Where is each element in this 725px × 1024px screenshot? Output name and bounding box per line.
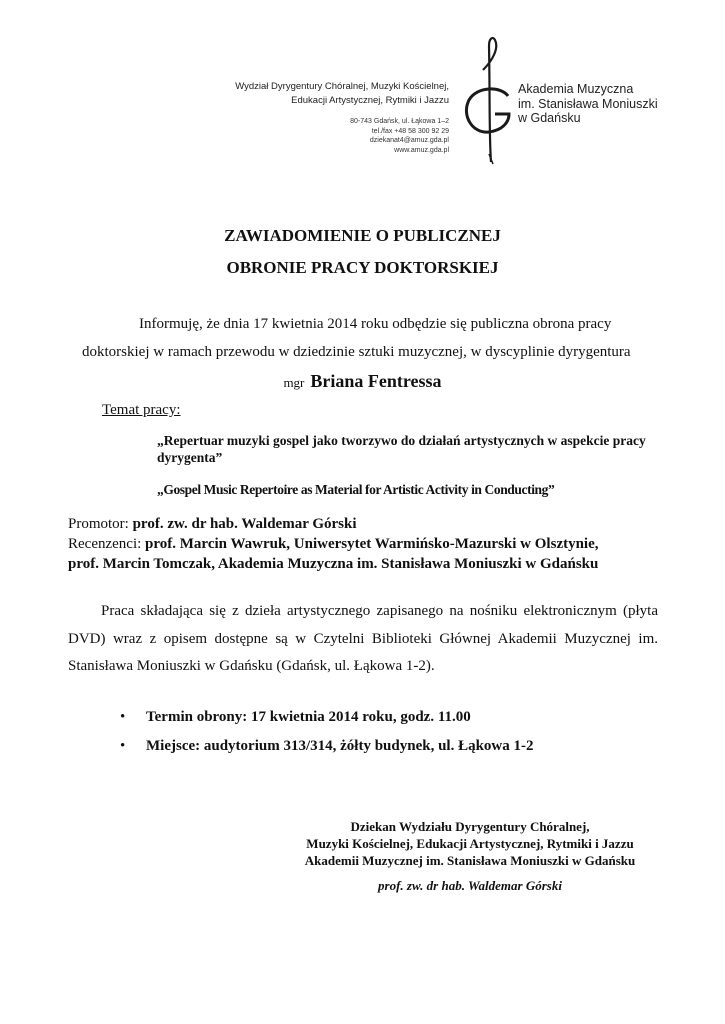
topic-english: „Gospel Music Repertoire as Material for Artistic Activity in Conducting”: [157, 482, 555, 497]
candidate-name: Briana Fentressa: [310, 371, 442, 391]
topic-polish: „Repertuar muzyki gospel jako tworzywo do działań artystycznych w aspekcie pracy dyrygenta”: [157, 433, 646, 465]
availability-text: Praca składająca się z dzieła artystycznego zapisanego na nośniku elektronicznym (płyta DVD) wraz z opisem dostępne są w Czytelni Biblioteki Głównej Akademii Muzycznej im. Stanisława Moniuszki w Gdańsku (Gdańsk, ul. Łąkowa 1-2).: [68, 603, 658, 674]
department-line: Edukacji Artystycznej, Rytmiki i Jazzu: [291, 95, 449, 106]
signature-block: [270, 818, 670, 869]
academy-line: Akademia Muzyczna: [518, 82, 634, 96]
promotor: [68, 516, 357, 533]
signature-line: Akademii Muzycznej im. Stanisława Moniuszki w Gdańsku: [304, 853, 636, 868]
email: dziekanat4@amuz.gda.pl: [369, 137, 449, 145]
availability-paragraph: [68, 598, 658, 681]
list-item: [120, 709, 471, 726]
defense-date: Termin obrony: 17 kwietnia 2014 roku, godz. 11.00: [146, 709, 471, 725]
department-line: Wydział Dyrygentury Chóralnej, Muzyki Kościelnej,: [235, 81, 449, 92]
phone: tel./fax +48 58 300 92 29: [371, 127, 449, 135]
bullet-icon: •: [120, 738, 126, 754]
candidate: [0, 371, 725, 392]
reviewers-label: Recenzenci:: [68, 536, 146, 552]
reviewers: [68, 536, 599, 553]
topic-label: Temat pracy:: [102, 402, 181, 418]
document-title: OBRONIE PRACY DOKTORSKIEJ: [226, 258, 499, 277]
list-item: [120, 738, 534, 755]
candidate-degree: mgr: [283, 375, 305, 390]
academy-logo: [459, 34, 515, 166]
intro-text: Informuję, że dnia 17 kwietnia 2014 roku odbędzie się publiczna obrona pracy: [139, 316, 612, 332]
signatory-name: prof. zw. dr hab. Waldemar Górski: [378, 878, 562, 893]
academy-line: w Gdańsku: [518, 111, 581, 125]
bullet-icon: •: [120, 709, 126, 725]
promotor-label: Promotor:: [68, 516, 133, 532]
contact-info: [350, 117, 449, 155]
department-name: [235, 80, 449, 108]
signature-line: Dziekan Wydziału Dyrygentury Chóralnej,: [350, 819, 590, 834]
intro-text: doktorskiej w ramach przewodu w dziedzinie sztuki muzycznej, w dyscyplinie dyrygentura: [82, 344, 631, 360]
academy-name: [518, 82, 658, 126]
academy-line: im. Stanisława Moniuszki: [518, 96, 658, 111]
promotor-name: prof. zw. dr hab. Waldemar Górski: [132, 516, 357, 532]
signature-line: Muzyki Kościelnej, Edukacji Artystycznej, Rytmiki i Jazzu: [306, 836, 634, 851]
reviewer-2: prof. Marcin Tomczak, Akademia Muzyczna im. Stanisława Moniuszki w Gdańsku: [68, 556, 599, 572]
document-title: ZAWIADOMIENIE O PUBLICZNEJ: [224, 226, 501, 245]
reviewer-2-line: [68, 556, 598, 573]
address: 80-743 Gdańsk, ul. Łąkowa 1–2: [350, 118, 449, 125]
reviewer-1: prof. Marcin Wawruk, Uniwersytet Warmińsko-Mazurski w Olsztynie,: [145, 536, 599, 552]
defense-location: Miejsce: audytorium 313/314, żółty budynek, ul. Łąkowa 1-2: [146, 738, 534, 754]
website: www.amuz.gda.pl: [394, 146, 449, 154]
